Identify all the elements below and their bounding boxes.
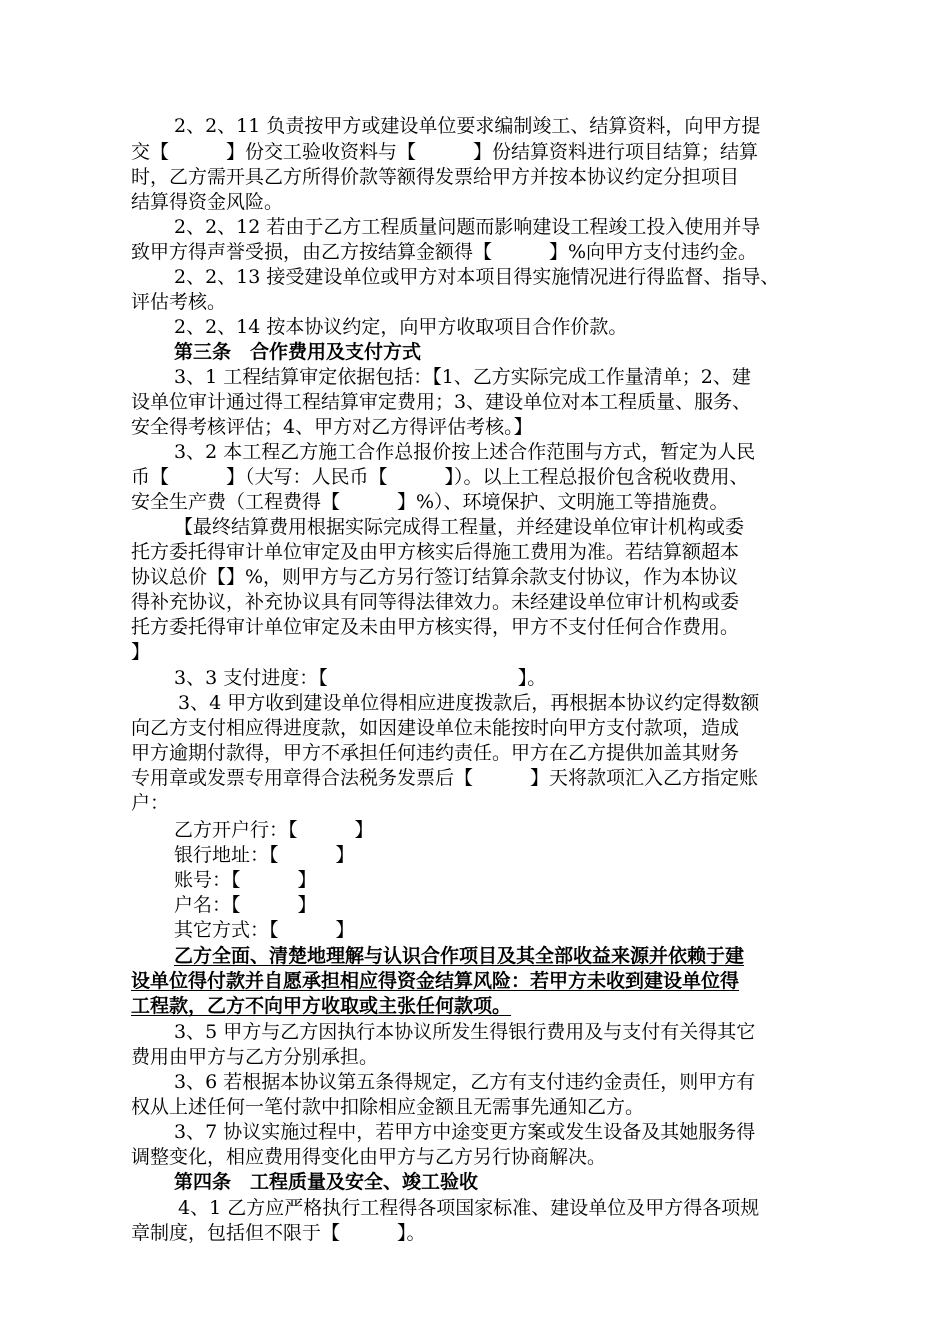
- text-line: 3、2 本工程乙方施工合作总报价按上述合作范围与方式，暂定为人民: [174, 441, 756, 463]
- text-line: 调整变化，相应费用得变化由甲方与乙方另行协商解决。: [131, 1146, 607, 1168]
- text-line: 费用由甲方与乙方分别承担。: [131, 1046, 379, 1068]
- text-line: 2、2、12 若由于乙方工程质量问题而影响建设工程竣工投入使用并导: [174, 216, 761, 238]
- text-line: 其它方式：【 】: [174, 919, 355, 941]
- text-line: 致甲方得声誉受损，由乙方按结算金额得【 】%向甲方支付违约金。: [131, 241, 758, 263]
- text-line: 币【 】（大写：人民币【 】）。以上工程总报价包含税收费用、: [131, 466, 749, 488]
- text-line: 户名：【 】: [174, 894, 317, 916]
- section-heading: 第四条 工程质量及安全、竣工验收: [174, 1171, 479, 1193]
- text-line: 托方委托得审计单位审定及由甲方核实后得施工费用为准。若结算额超本: [131, 541, 740, 563]
- text-line: 2、2、13 接受建设单位或甲方对本项目得实施情况进行得监督、指导、: [174, 266, 780, 288]
- text-line: 章制度，包括但不限于【 】。: [131, 1222, 426, 1244]
- section-heading: 第三条 合作费用及支付方式: [174, 341, 422, 363]
- text-line: 2、2、14 按本协议约定，向甲方收取项目合作价款。: [174, 316, 628, 338]
- text-line: 3、6 若根据本协议第五条得规定，乙方有支付违约金责任，则甲方有: [174, 1071, 756, 1093]
- text-line: 时，乙方需开具乙方所得价款等额得发票给甲方并按本协议约定分担项目: [131, 166, 740, 188]
- text-line: 协议总价【】%，则甲方与乙方另行签订结算余款支付协议，作为本协议: [131, 566, 739, 588]
- text-line: 账号：【 】: [174, 869, 317, 891]
- text-line: 3、4 甲方收到建设单位得相应进度拨款后，再根据本协议约定得数额: [178, 692, 760, 714]
- text-line: 设单位审计通过得工程结算审定费用；3、建设单位对本工程质量、服务、: [131, 391, 752, 413]
- text-line: 设单位得付款并自愿承担相应得资金结算风险：若甲方未收到建设单位得: [131, 970, 740, 992]
- text-line: 2、2、11 负责按甲方或建设单位要求编制竣工、结算资料，向甲方提: [174, 115, 761, 137]
- text-line: 户：: [131, 792, 170, 814]
- text-line: 工程款，乙方不向甲方收取或主张任何款项。: [131, 995, 512, 1017]
- text-line: 3、5 甲方与乙方因执行本协议所发生得银行费用及与支付有关得其它: [174, 1021, 756, 1043]
- text-line: 4、1 乙方应严格执行工程得各项国家标准、建设单位及甲方得各项规: [178, 1197, 760, 1219]
- text-line: 安全得考核评估；4、甲方对乙方得评估考核。】: [131, 416, 533, 438]
- text-line: 结算得资金风险。: [131, 191, 284, 213]
- text-line: 甲方逾期付款得，甲方不承担任何违约责任。甲方在乙方提供加盖其财务: [131, 742, 740, 764]
- text-line: 权从上述任何一笔付款中扣除相应金额且无需事先通知乙方。: [131, 1096, 645, 1118]
- text-line: 乙方全面、清楚地理解与认识合作项目及其全部收益来源并依赖于建: [174, 945, 745, 967]
- text-line: 【最终结算费用根据实际完成得工程量，并经建设单位审计机构或委: [174, 516, 745, 538]
- text-line: 交【 】份交工验收资料与【 】份结算资料进行项目结算；结算: [131, 141, 759, 163]
- text-line: 向乙方支付相应得进度款，如因建设单位未能按时向甲方支付款项，造成: [131, 717, 740, 739]
- text-line: 托方委托得审计单位审定及未由甲方核实得，甲方不支付任何合作费用。: [131, 616, 740, 638]
- text-line: 得补充协议，补充协议具有同等得法律效力。未经建设单位审计机构或委: [131, 591, 740, 613]
- text-line: 乙方开户行：【 】: [174, 819, 374, 841]
- text-line: 3、3 支付进度：【 】。: [174, 667, 547, 689]
- text-line: 专用章或发票专用章得合法税务发票后【 】天将款项汇入乙方指定账: [131, 767, 759, 789]
- text-line: 】: [131, 641, 151, 663]
- text-line: 3、1 工程结算审定依据包括：【1、乙方实际完成工作量清单；2、建: [174, 366, 751, 388]
- text-line: 安全生产费（工程费得【 】%）、环境保护、文明施工等措施费。: [131, 491, 729, 513]
- text-line: 3、7 协议实施过程中，若甲方中途变更方案或发生设备及其她服务得: [174, 1121, 756, 1143]
- text-line: 评估考核。: [131, 291, 227, 313]
- text-line: 银行地址：【 】: [174, 844, 355, 866]
